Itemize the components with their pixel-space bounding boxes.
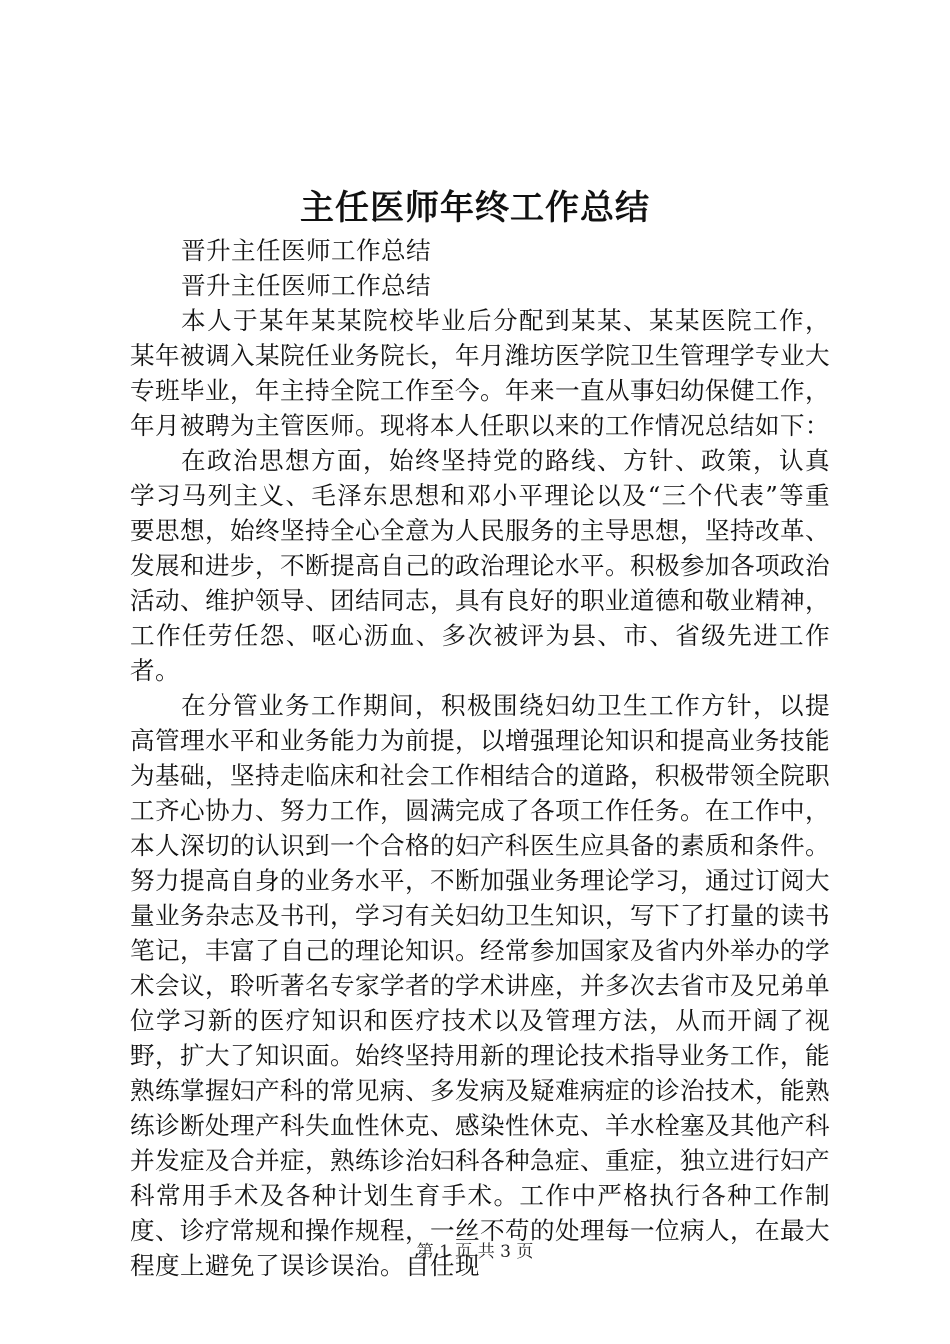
body-paragraph: 在分管业务工作期间，积极围绕妇幼卫生工作方针，以提高管理水平和业务能力为前提，以增强理论知识和提高业务技能为基础，坚持走临床和社会工作相结合的道路，积极带领全院职工齐心协力、努力工作，圆满完成了各项工作任务。在工作中，本人深切的认识到一个合格的妇产科医生应具备的素质和条件。努力提高自身的业务水平，不断加强业务理论学习，通过订阅大量业务杂志及书刊，学习有关妇幼卫生知识，写下了打量的读书笔记，丰富了自己的理论知识。经常参加国家及省内外举办的学术会议，聆听著名专家学者的学术讲座，并多次去省市及兄弟单位学习新的医疗知识和医疗技术以及管理方法，从而开阔了视野，扩大了知识面。始终坚持用新的理论技术指导业务工作，能熟练掌握妇产科的常见病、多发病及疑难病症的诊治技术，能熟练诊断处理产科失血性休克、感染性休克、羊水栓塞及其他产科并发症及合并症，熟练诊治妇科各种急症、重症，独立进行妇产科常用手术及各种计划生育手术。工作中严格执行各种工作制度、诊疗常规和操作规程，一丝不苟的处理每一位病人，在最大程度上避免了误诊误治。自任现 [130,691,830,1280]
body-paragraph: 在政治思想方面，始终坚持党的路线、方针、政策，认真学习马列主义、毛泽东思想和邓小平理论以及“三个代表”等重要思想，始终坚持全心全意为人民服务的主导思想，坚持改革、发展和进步，不断提高自己的政治理论水平。积极参加各项政治活动、维护领导、团结同志，具有良好的职业道德和敬业精神，工作任劳任怨、呕心沥血、多次被评为县、市、省级先进工作者。 [130,446,830,685]
subtitle-line: 晋升主任医师工作总结 [181,271,431,300]
subtitle-line: 晋升主任医师工作总结 [181,236,431,265]
document-title: 主任医师年终工作总结 [300,188,650,228]
document-body [130,233,830,1283]
body-paragraph: 本人于某年某某院校毕业后分配到某某、某某医院工作，某年被调入某院任业务院长，年月潍坊医学院卫生管理学专业大专班毕业，年主持全院工作至今。年来一直从事妇幼保健工作，年月被聘为主管医师。现将本人任职以来的工作情况总结如下： [130,306,830,440]
page-footer: 第 1 页 共 3 页 [416,1242,534,1262]
